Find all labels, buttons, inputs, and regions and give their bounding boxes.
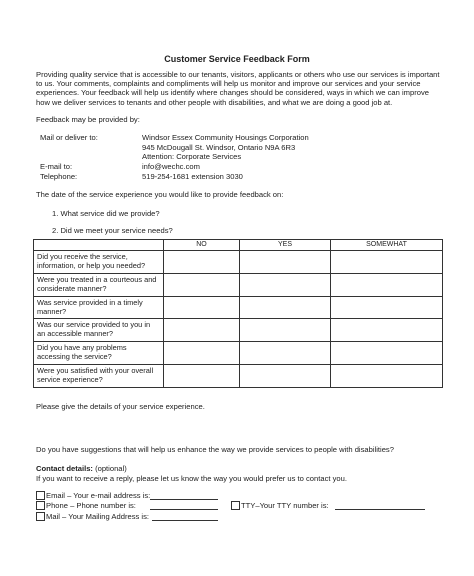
reply-prompt: If you want to receive a reply, please let us know the way you would prefer us to contact you. <box>36 474 347 483</box>
answer-somewhat-cell[interactable] <box>331 342 443 365</box>
tty-checkbox[interactable] <box>231 501 240 510</box>
answer-no-cell[interactable] <box>164 342 240 365</box>
table-header: YES <box>240 240 331 251</box>
address-value: Windsor Essex Community Housings Corporation <box>142 133 309 142</box>
contact-optional-label: (optional) <box>92 464 127 473</box>
answer-yes-cell[interactable] <box>240 296 331 319</box>
table-row <box>34 319 443 342</box>
details-prompt: Please give the details of your service experience. <box>36 402 205 411</box>
provided-by-label: Feedback may be provided by: <box>36 115 140 124</box>
suggestions-prompt: Do you have suggestions that will help us enhance the way we provide services to people with disabilities? <box>36 445 394 454</box>
question-1: 1. What service did we provide? <box>52 209 160 218</box>
question-cell: Was our service provided to you in an accessible manner? <box>34 319 164 342</box>
question-cell: Were you treated in a courteous and considerate manner? <box>34 273 164 296</box>
intro-paragraph: Providing quality service that is accessible to our tenants, visitors, applicants or others who use our services is important to us. Your comments, complaints and compliments will help us monitor and improve our services and your service experiences. Your feedback will help us identify where changes should be considered, ways in which we can improve how we deliver services to tenants and other people with disabilities, and what we are doing a good job at. <box>36 70 440 107</box>
answer-somewhat-cell[interactable] <box>331 296 443 319</box>
phone-option-label: Phone – Phone number is: <box>46 500 136 510</box>
table-row <box>34 251 443 274</box>
answer-yes-cell[interactable] <box>240 365 331 388</box>
answer-no-cell[interactable] <box>164 296 240 319</box>
email-option-label: Email – Your e-mail address is: <box>46 490 151 500</box>
table-header <box>34 240 164 251</box>
answer-yes-cell[interactable] <box>240 319 331 342</box>
table-header: NO <box>164 240 240 251</box>
email-link[interactable]: info@wechc.com <box>142 162 200 171</box>
phone-answer-line[interactable] <box>150 509 218 510</box>
question-cell: Did you receive the service, information, or help you needed? <box>34 251 164 274</box>
email-checkbox[interactable] <box>36 491 45 500</box>
address-value: Attention: Corporate Services <box>142 152 242 161</box>
telephone-value: 519-254-1681 extension 3030 <box>142 171 243 181</box>
question-cell: Did you have any problems accessing the service? <box>34 342 164 365</box>
tty-answer-line[interactable] <box>335 509 425 510</box>
form-title: Customer Service Feedback Form <box>164 54 310 64</box>
answer-no-cell[interactable] <box>164 273 240 296</box>
address-row <box>36 133 436 142</box>
address-row <box>36 143 436 152</box>
address-label: Mail or deliver to: <box>40 133 98 142</box>
answer-yes-cell[interactable] <box>240 251 331 274</box>
tty-option-label: TTY–Your TTY number is: <box>241 500 329 510</box>
address-row <box>36 162 436 171</box>
feedback-table <box>33 239 443 388</box>
address-label: Telephone: <box>40 171 78 181</box>
phone-checkbox[interactable] <box>36 501 45 510</box>
table-row <box>34 296 443 319</box>
contact-heading <box>36 464 127 473</box>
question-cell: Were you satisfied with your overall service experience? <box>34 365 164 388</box>
answer-no-cell[interactable] <box>164 251 240 274</box>
table-header-row <box>34 240 443 251</box>
email-answer-line[interactable] <box>150 499 218 500</box>
mail-answer-line[interactable] <box>152 520 218 521</box>
answer-yes-cell[interactable] <box>240 342 331 365</box>
address-label: E-mail to: <box>40 162 73 171</box>
table-row <box>34 342 443 365</box>
contact-heading-label: Contact details: <box>36 464 93 473</box>
answer-no-cell[interactable] <box>164 365 240 388</box>
answer-no-cell[interactable] <box>164 319 240 342</box>
answer-somewhat-cell[interactable] <box>331 365 443 388</box>
table-row <box>34 365 443 388</box>
answer-somewhat-cell[interactable] <box>331 273 443 296</box>
question-cell: Was service provided in a timely manner? <box>34 296 164 319</box>
address-row <box>36 152 436 161</box>
table-row <box>34 273 443 296</box>
table-header: SOMEWHAT <box>331 240 443 251</box>
address-value: 945 McDougall St. Windsor, Ontario N9A 6R3 <box>142 142 296 152</box>
answer-somewhat-cell[interactable] <box>331 319 443 342</box>
answer-yes-cell[interactable] <box>240 273 331 296</box>
mail-checkbox[interactable] <box>36 512 45 521</box>
address-row <box>36 172 436 181</box>
answer-somewhat-cell[interactable] <box>331 251 443 274</box>
question-2: 2. Did we meet your service needs? <box>52 226 173 235</box>
date-prompt: The date of the service experience you would like to provide feedback on: <box>36 190 284 199</box>
mail-option-label: Mail – Your Mailing Address is: <box>46 511 149 521</box>
